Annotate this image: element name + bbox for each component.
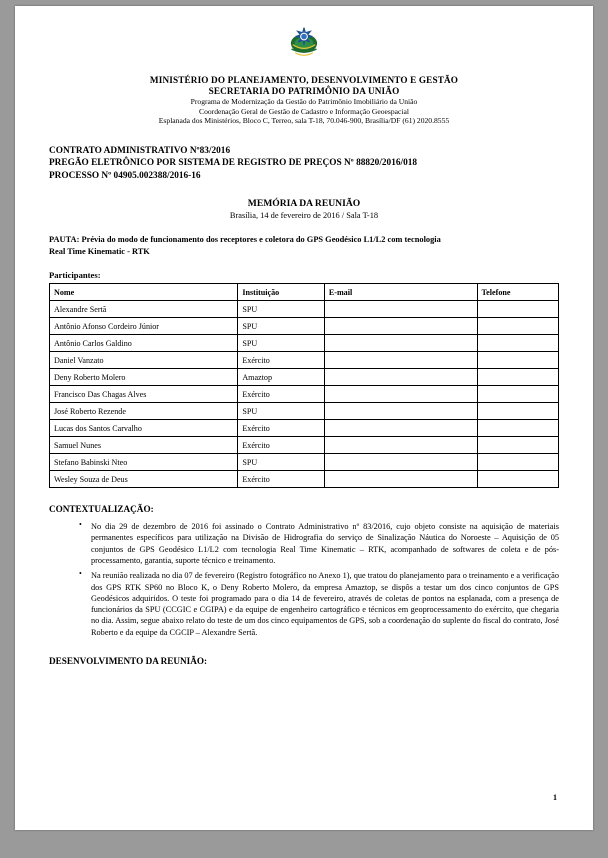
contextualizacao-list <box>49 521 559 638</box>
cell-telefone <box>477 403 558 420</box>
page-content <box>15 6 593 666</box>
coordination-name: Coordenação Geral de Gestão de Cadastro e Informação Geoespacial <box>199 106 409 116</box>
cell-instituicao: SPU <box>238 301 325 318</box>
memo-location-date: Brasília, 14 de fevereiro de 2016 / Sala T-18 <box>229 210 379 220</box>
secretariat-name: SECRETARIA DO PATRIMÔNIO DA UNIÃO <box>208 86 400 97</box>
cell-email <box>324 386 477 403</box>
table-row <box>50 454 559 471</box>
cell-email <box>324 369 477 386</box>
column-header-instituicao: Instituição <box>238 284 325 301</box>
participants-label: Participantes: <box>49 270 101 281</box>
cell-email <box>324 437 477 454</box>
cell-nome: Daniel Vanzato <box>50 352 238 369</box>
cell-instituicao: SPU <box>238 454 325 471</box>
cell-instituicao: Exército <box>238 352 325 369</box>
coat-of-arms-container <box>49 24 559 69</box>
column-header-telefone: Telefone <box>477 284 558 301</box>
column-header-nome: Nome <box>50 284 238 301</box>
cell-nome: Stefano Babinski Nteo <box>50 454 238 471</box>
cell-instituicao: SPU <box>238 318 325 335</box>
contract-number: CONTRATO ADMINISTRATIVO Nº83/2016 <box>49 146 231 157</box>
document-page <box>15 6 593 830</box>
table-row <box>50 437 559 454</box>
contract-identification <box>49 145 559 182</box>
table-row <box>50 335 559 352</box>
cell-instituicao: Exército <box>238 437 325 454</box>
table-row <box>50 301 559 318</box>
cell-telefone <box>477 318 558 335</box>
table-row <box>50 420 559 437</box>
cell-email <box>324 403 477 420</box>
list-item: • No dia 29 de dezembro de 2016 foi assinado o Contrato Administrativo nº 83/2016, cujo objeto consiste na aquisição de materiais permanentes específicos para utilização na Divisão de Hidrografia do serviço de Sinalização Náutica do Noroeste – Aquisição de 05 conjuntos de GPS Geodésico L1/L2 com tecnologia Real Time Kinematic – RTK, acompanhado de softwares de coleta e de pós-processamento, garantia, suporte técnico e treinamento. <box>79 521 559 566</box>
cell-nome: Lucas dos Santos Carvalho <box>50 420 238 437</box>
table-row <box>50 369 559 386</box>
cell-instituicao: Amaztop <box>238 369 325 386</box>
cell-nome: Deny Roberto Molero <box>50 369 238 386</box>
cell-email <box>324 471 477 488</box>
cell-instituicao: Exército <box>238 420 325 437</box>
section-title-contextualizacao: CONTEXTUALIZAÇÃO: <box>49 504 154 515</box>
cell-telefone <box>477 437 558 454</box>
cell-telefone <box>477 369 558 386</box>
cell-instituicao: SPU <box>238 403 325 420</box>
cell-nome: José Roberto Rezende <box>50 403 238 420</box>
cell-telefone <box>477 301 558 318</box>
list-item: • Na reunião realizada no dia 07 de fevereiro (Registro fotográfico no Anexo 1), que tratou do planejamento para o treinamento e a verificação dos GPS RTK SP60 no Bloco K, o Deny Roberto Molero, da empresa Amaztop, se dispôs a testar um dos cinco conjuntos de GPS Geodésicos adquiridos. O teste foi programado para o dia 14 de fevereiro, através de coletas de pontos na esplanada, com a presença de funcionários da SPU (CCGIC e CGIPA) e da equipe de engenheiro cartográfico e técnicos em geoprocessamento do exército, que chegaria no dia. Assim, segue abaixo relato do teste de um dos cinco equipamentos de GPS, sob a coordenação do suplente do fiscal do contrato, José Roberto e da equipe da CGCIP – Alexandre Sertã. <box>79 570 559 638</box>
cell-nome: Alexandre Sertã <box>50 301 238 318</box>
agenda-line-1: PAUTA: Prévia do modo de funcionamento dos receptores e coletora do GPS Geodésico L1/L2 com tecnologia <box>49 234 441 244</box>
cell-telefone <box>477 386 558 403</box>
cell-email <box>324 352 477 369</box>
participants-table <box>49 283 559 488</box>
table-header-row <box>50 284 559 301</box>
address-line: Esplanada dos Ministérios, Bloco C, Terreo, sala T-18, 70.046-900, Brasília/DF (61) 2020.8555 <box>158 115 450 125</box>
cell-email <box>324 454 477 471</box>
column-header-email: E-mail <box>324 284 477 301</box>
cell-email <box>324 301 477 318</box>
brazil-coat-of-arms-icon <box>284 24 324 64</box>
cell-telefone <box>477 420 558 437</box>
agenda-block <box>49 234 559 257</box>
cell-instituicao: SPU <box>238 335 325 352</box>
cell-telefone <box>477 454 558 471</box>
cell-telefone <box>477 352 558 369</box>
cell-nome: Samuel Nunes <box>50 437 238 454</box>
cell-instituicao: Exército <box>238 471 325 488</box>
agenda-line-2: Real Time Kinematic - RTK <box>49 246 150 256</box>
section-title-desenvolvimento: DESENVOLVIMENTO DA REUNIÃO: <box>49 655 208 666</box>
page-title: MEMÓRIA DA REUNIÃO <box>247 197 361 209</box>
cell-email <box>324 335 477 352</box>
table-row <box>50 471 559 488</box>
cell-telefone <box>477 335 558 352</box>
cell-instituicao: Exército <box>238 386 325 403</box>
ministry-name: MINISTÉRIO DO PLANEJAMENTO, DESENVOLVIMENTO E GESTÃO <box>149 75 459 85</box>
table-row <box>50 403 559 420</box>
table-row <box>50 318 559 335</box>
bidding-number: PREGÃO ELETRÔNICO POR SISTEMA DE REGISTRO DE PREÇOS Nº 88820/2016/018 <box>49 158 418 169</box>
cell-email <box>324 318 477 335</box>
process-number: PROCESSO Nº 04905.002388/2016-16 <box>49 170 201 181</box>
cell-email <box>324 420 477 437</box>
table-row <box>50 352 559 369</box>
program-name: Programa de Modernização da Gestão do Patrimônio Imobiliário da União <box>190 97 418 107</box>
institutional-header <box>49 75 559 125</box>
cell-nome: Francisco Das Chagas Alves <box>50 386 238 403</box>
cell-nome: Antônio Afonso Cordeiro Júnior <box>50 318 238 335</box>
cell-nome: Wesley Souza de Deus <box>50 471 238 488</box>
table-row <box>50 386 559 403</box>
cell-telefone <box>477 471 558 488</box>
page-number: 1 <box>553 793 557 802</box>
cell-nome: Antônio Carlos Galdino <box>50 335 238 352</box>
